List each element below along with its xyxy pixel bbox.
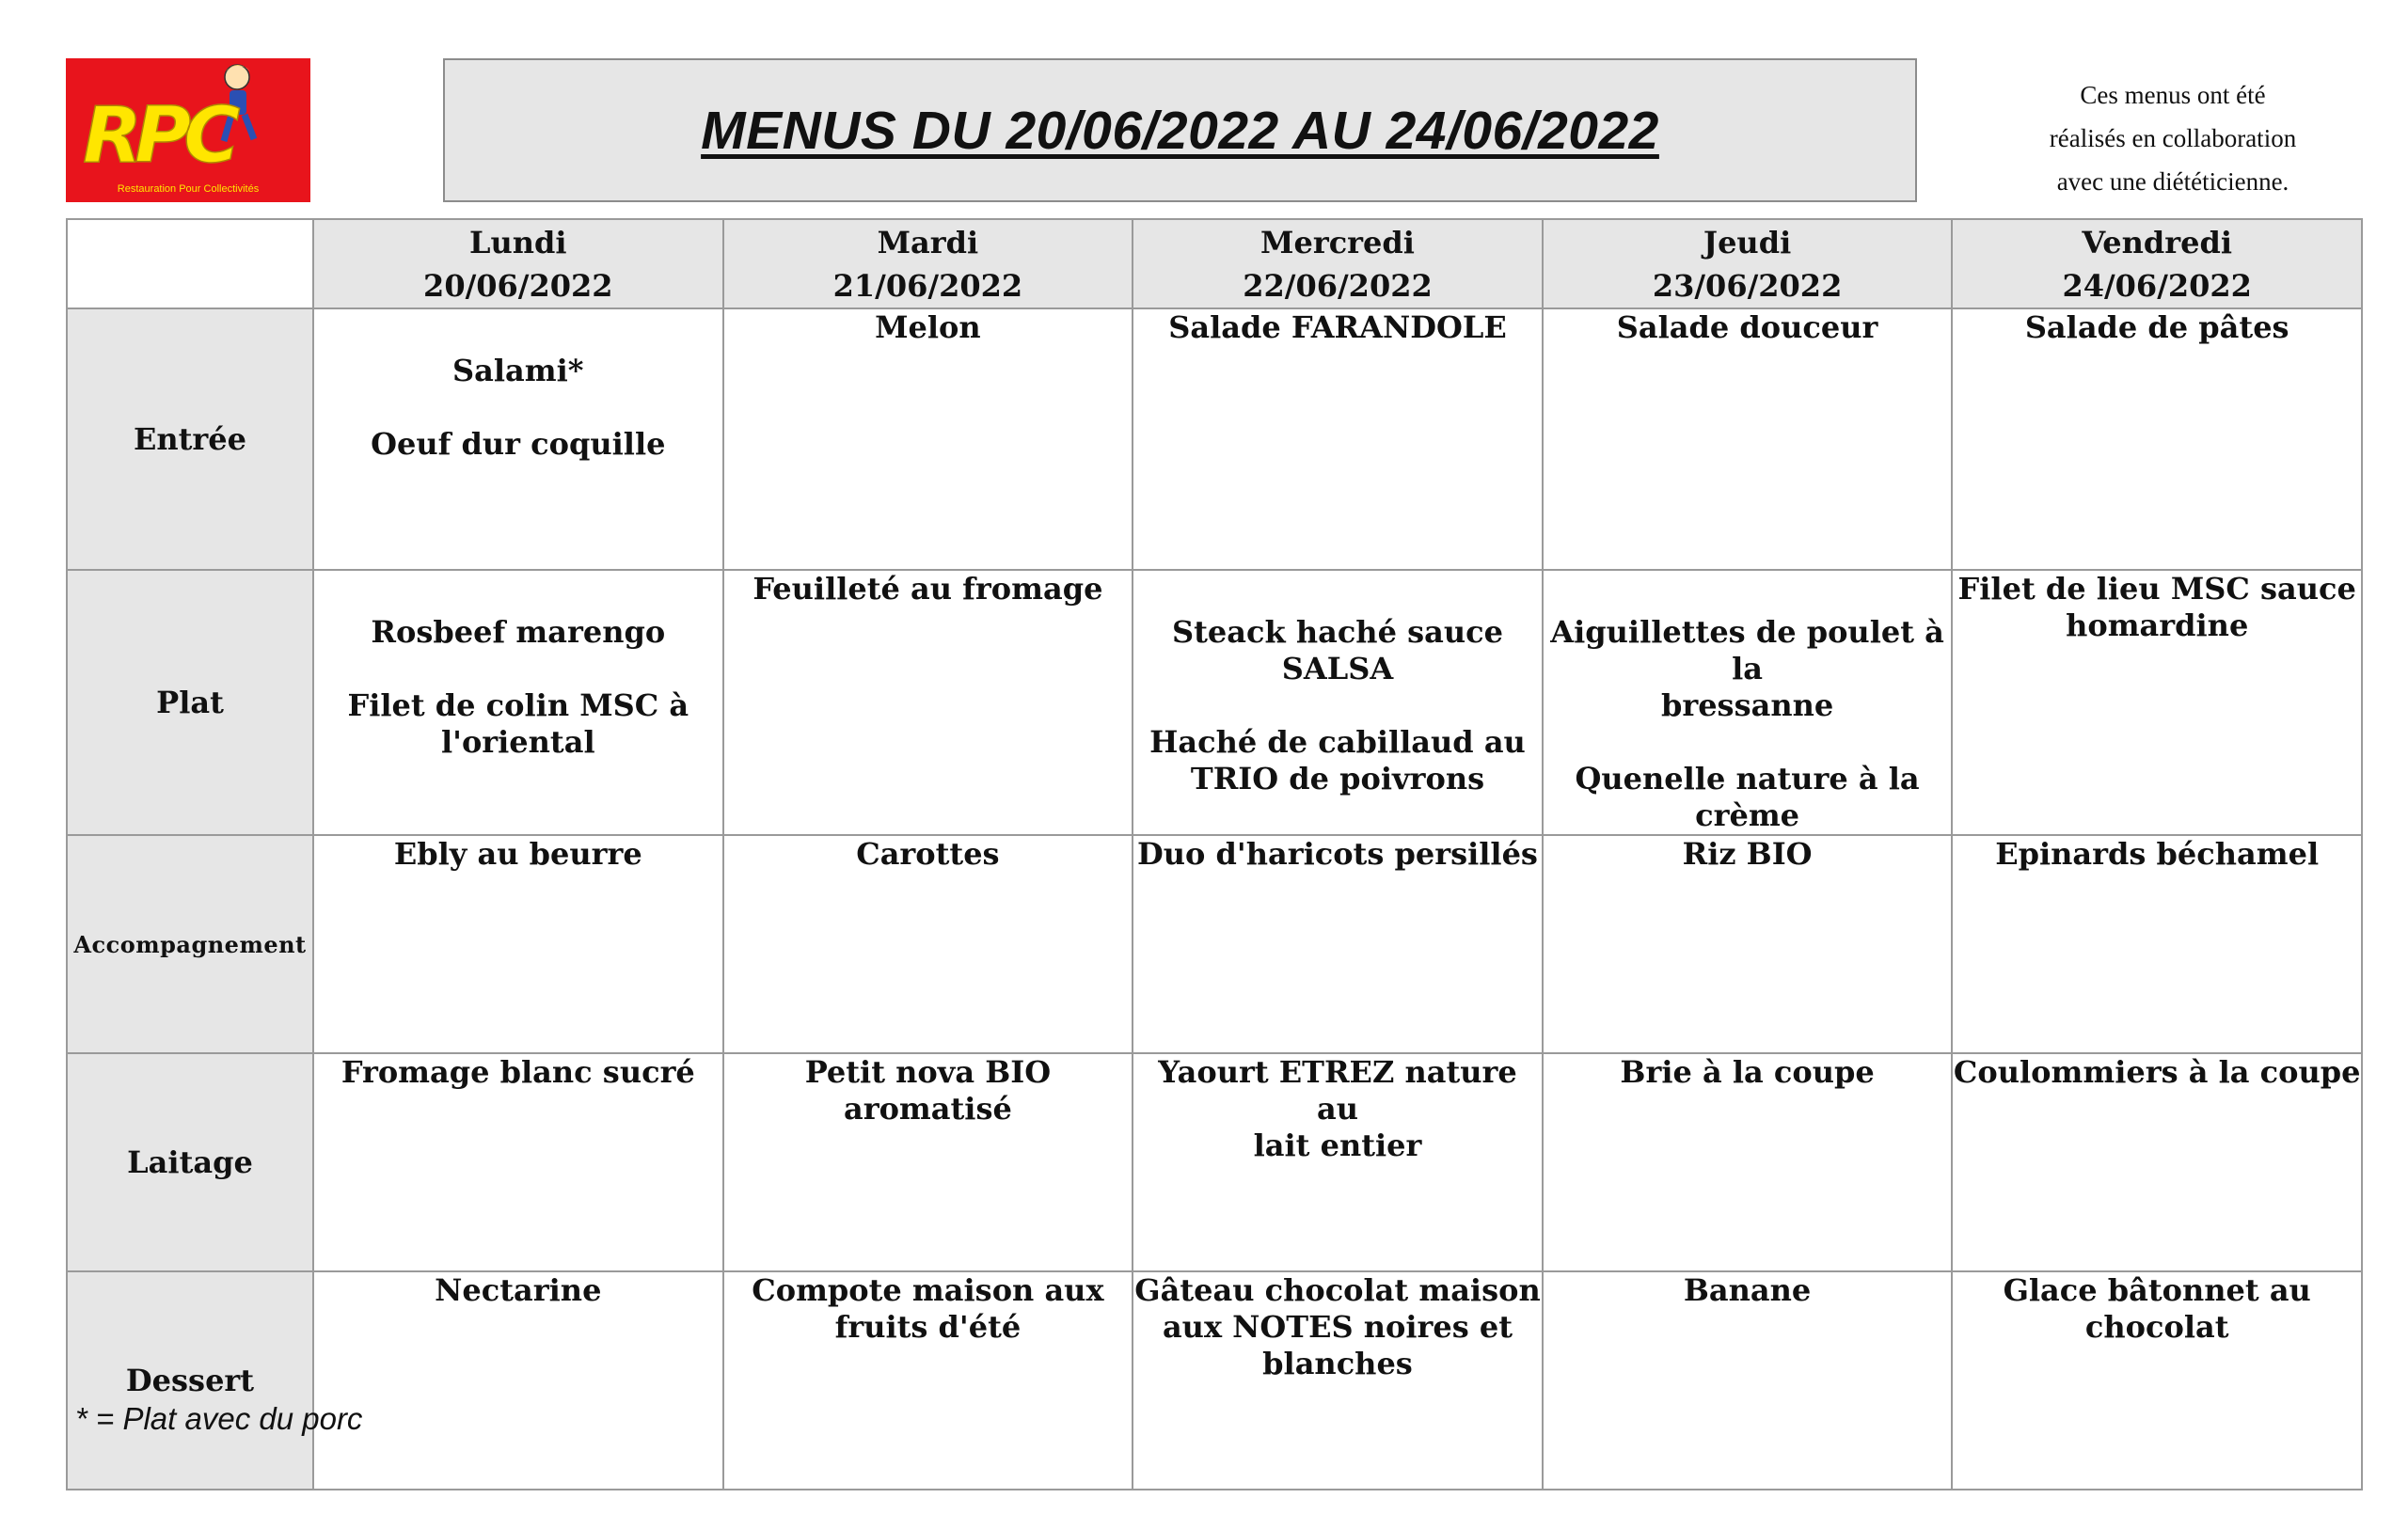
day-header-vendredi [1952, 219, 2362, 308]
dish-line: Melon [875, 309, 981, 345]
menu-cell [313, 308, 723, 570]
menu-cell [1133, 835, 1543, 1053]
title-banner [443, 58, 1917, 202]
dish-line: Glace bâtonnet au [2003, 1272, 2311, 1308]
row-label-entree: Entrée [67, 308, 313, 570]
menu-cell [723, 1053, 1133, 1271]
menu-cell [1952, 835, 2362, 1053]
dish-line: Yaourt ETREZ nature au [1158, 1054, 1517, 1127]
dish-line: SALSA [1281, 651, 1394, 686]
menu-cell [723, 1271, 1133, 1490]
menu-cell [1543, 835, 1953, 1053]
dish-line: homardine [2066, 607, 2249, 643]
dish-spacer [314, 651, 722, 687]
pork-footnote: * = Plat avec du porc [75, 1401, 363, 1436]
dish-line: fruits d'été [834, 1309, 1022, 1345]
menu-cell [723, 308, 1133, 570]
menu-row-entree [67, 308, 2362, 570]
note-line: réalisés en collaboration [2049, 124, 2297, 152]
menu-cell [313, 835, 723, 1053]
dish-line: chocolat [2084, 1309, 2229, 1345]
dish-line: Filet de lieu MSC sauce [1957, 571, 2356, 607]
day-name: Jeudi [1703, 224, 1792, 260]
row-label-laitage: Laitage [67, 1053, 313, 1271]
menu-cell [1543, 1271, 1953, 1490]
dish-line: Oeuf dur coquille [371, 426, 666, 462]
menu-cell [313, 570, 723, 835]
day-header-lundi [313, 219, 723, 308]
menu-cell [723, 835, 1133, 1053]
dietitian-note [1966, 73, 2380, 203]
day-date: 23/06/2022 [1652, 267, 1843, 304]
day-name: Vendredi [2082, 224, 2232, 260]
dish-line: Salade FARANDOLE [1168, 309, 1507, 345]
day-name: Mercredi [1260, 224, 1415, 260]
logo-graphic [66, 58, 310, 202]
dish-line: Feuilleté au fromage [752, 571, 1103, 607]
dish-spacer [1544, 724, 1952, 761]
day-header-mercredi [1133, 219, 1543, 308]
menu-cell [1952, 308, 2362, 570]
menu-cell [1133, 1053, 1543, 1271]
logo-tagline: Restauration Pour Collectivités [117, 183, 260, 195]
dish-line: aux NOTES noires et [1162, 1309, 1513, 1345]
dish-line: Compote maison aux [752, 1272, 1104, 1308]
dish-line: Riz BIO [1682, 836, 1813, 872]
menu-cell [1952, 1271, 2362, 1490]
menu-row-accompagnement [67, 835, 2362, 1053]
day-date: 21/06/2022 [832, 267, 1023, 304]
dish-line: Filet de colin MSC à [347, 687, 689, 723]
corner-cell [67, 219, 313, 308]
day-header-jeudi [1543, 219, 1953, 308]
menu-cell [1543, 1053, 1953, 1271]
menu-cell [723, 570, 1133, 835]
dish-line: Salade douceur [1616, 309, 1878, 345]
menu-cell [1133, 570, 1543, 835]
dish-line: Duo d'haricots persillés [1137, 836, 1538, 872]
dish-line: Carottes [856, 836, 1000, 872]
dish-line: Gâteau chocolat maison [1134, 1272, 1541, 1308]
dish-line: lait entier [1253, 1128, 1422, 1163]
dish-line: Nectarine [435, 1272, 602, 1308]
menu-table [66, 218, 2363, 1490]
row-label-plat: Plat [67, 570, 313, 835]
menu-row-laitage [67, 1053, 2362, 1271]
menu-cell [1952, 570, 2362, 835]
page-title: MENUS DU 20/06/2022 AU 24/06/2022 [701, 100, 1659, 161]
dish-line: Petit nova BIO aromatisé [804, 1054, 1052, 1127]
dish-line: Haché de cabillaud au [1149, 724, 1526, 760]
dish-line: Rosbeef marengo [371, 614, 666, 650]
dish-line: Salami* [452, 353, 584, 388]
menu-cell [1543, 308, 1953, 570]
dish-line: bressanne [1660, 687, 1834, 723]
dish-line: Ebly au beurre [393, 836, 642, 872]
dish-line: Aiguillettes de poulet à la [1550, 614, 1944, 686]
dish-spacer [314, 389, 722, 426]
row-label-dessert: Dessert [67, 1271, 313, 1490]
dish-line: Banane [1683, 1272, 1812, 1308]
dish-line: Coulommiers à la coupe [1953, 1054, 2361, 1090]
menu-cell [1133, 308, 1543, 570]
menu-cell [1133, 1271, 1543, 1490]
menu-cell [313, 1053, 723, 1271]
dish-line: l'oriental [440, 724, 595, 760]
menu-row-plat [67, 570, 2362, 835]
note-line: avec une diététicienne. [2056, 167, 2289, 196]
dish-line: crème [1695, 797, 1800, 833]
day-date: 22/06/2022 [1243, 267, 1433, 304]
menu-cell [313, 1271, 723, 1490]
dish-line: Steack haché sauce [1172, 614, 1503, 650]
menu-row-dessert [67, 1271, 2362, 1490]
logo-letters: RPC [83, 91, 233, 181]
day-name: Mardi [877, 224, 979, 260]
note-line: Ces menus ont été [2080, 81, 2266, 109]
row-label-accompagnement: Accompagnement [67, 835, 313, 1053]
day-date: 20/06/2022 [423, 267, 613, 304]
dish-line: Brie à la coupe [1620, 1054, 1875, 1090]
day-header-mardi [723, 219, 1133, 308]
dish-line: blanches [1262, 1346, 1413, 1381]
day-name: Lundi [469, 224, 567, 260]
day-date: 24/06/2022 [2062, 267, 2252, 304]
dish-line: TRIO de poivrons [1190, 761, 1485, 796]
dish-line: Quenelle nature à la [1575, 761, 1920, 796]
dish-spacer [1133, 687, 1542, 724]
menu-cell [1952, 1053, 2362, 1271]
dish-line: Epinards béchamel [1995, 836, 2320, 872]
dish-line: Fromage blanc sucré [341, 1054, 695, 1090]
header-row [67, 219, 2362, 308]
dish-line: Salade de pâtes [2024, 309, 2289, 345]
rpc-logo [66, 58, 310, 202]
menu-cell [1543, 570, 1953, 835]
